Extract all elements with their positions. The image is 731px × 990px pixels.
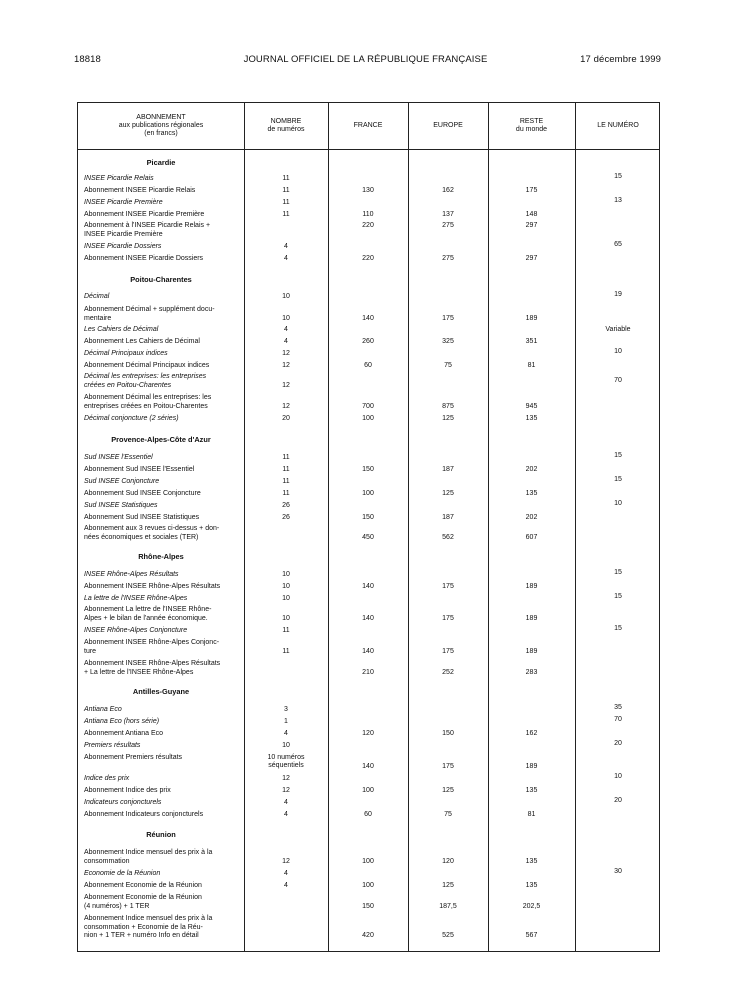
- publication-label: [84, 627, 240, 636]
- label-line: Antiana Eco (hors série): [84, 718, 160, 725]
- price-le-numero: 65: [614, 241, 622, 248]
- label-line: mentaire: [84, 314, 112, 322]
- price-le-numero: 30: [614, 868, 622, 875]
- publication-label: [84, 787, 240, 796]
- price-france: 420: [362, 932, 374, 939]
- label-line: Abonnement Premiers résultats: [84, 754, 183, 761]
- label-line: La lettre de l'INSEE Rhône-Alpes: [84, 595, 188, 602]
- nombre-numeros: 11: [282, 187, 290, 194]
- price-europe: 325: [442, 338, 454, 345]
- label-line: Economie de la Réunion: [84, 870, 161, 877]
- header-reste-line1: RESTE: [519, 118, 544, 125]
- publication-label: [84, 571, 240, 580]
- publication-label: [84, 882, 240, 891]
- price-reste-monde: 189: [525, 763, 538, 770]
- price-europe: 75: [444, 811, 452, 818]
- price-europe: 187,5: [439, 903, 457, 910]
- price-reste-monde: 175: [525, 187, 538, 194]
- publication-label: [84, 243, 240, 252]
- price-europe: 125: [442, 415, 454, 422]
- publication-label: [84, 894, 240, 911]
- publication-label: [84, 775, 240, 784]
- nombre-numeros: 4: [284, 882, 288, 889]
- nombre-numeros: 26: [282, 502, 290, 509]
- price-le-numero: 15: [614, 593, 622, 600]
- label-line: INSEE Picardie Première: [84, 230, 163, 238]
- price-le-numero: 19: [614, 291, 622, 298]
- price-le-numero: 15: [614, 173, 622, 180]
- nombre-numeros-detail: séquentiels: [268, 762, 304, 769]
- nombre-numeros: 1: [284, 718, 288, 725]
- section-title: Poitou-Charentes: [130, 275, 192, 284]
- price-reste-monde: 189: [525, 315, 538, 322]
- publication-label: [84, 490, 240, 499]
- publication-label: [84, 326, 240, 335]
- price-reste-monde: 148: [525, 211, 538, 218]
- price-le-numero: 15: [614, 569, 622, 576]
- price-europe: 252: [442, 669, 454, 676]
- nombre-numeros: 12: [282, 382, 290, 389]
- publication-label: [84, 502, 240, 511]
- publication-label: [84, 222, 240, 239]
- publication-label: [84, 187, 240, 196]
- publication-label: [84, 255, 240, 264]
- header-abonnement: [78, 103, 244, 149]
- price-le-numero: 15: [614, 476, 622, 483]
- label-line: Abonnement Sud INSEE l'Essentiel: [84, 466, 195, 473]
- issue-date: 17 décembre 1999: [580, 54, 661, 65]
- publication-label: [84, 350, 240, 359]
- nombre-numeros: 11: [282, 211, 290, 218]
- label-line: Indicateurs conjoncturels: [84, 799, 162, 806]
- label-line: Abonnement Economie de la Réunion: [84, 882, 202, 889]
- price-europe: 275: [442, 222, 454, 229]
- price-reste-monde: 81: [527, 811, 536, 818]
- label-line: Abonnement INSEE Rhône-Alpes Résultats: [84, 660, 221, 667]
- price-le-numero: 10: [614, 348, 622, 355]
- label-line: Premiers résultats: [84, 742, 141, 749]
- nombre-numeros: 4: [284, 243, 288, 250]
- publication-label: [84, 639, 240, 656]
- price-france: 130: [362, 187, 374, 194]
- price-france: 210: [362, 669, 374, 676]
- header-france: FRANCE: [353, 122, 383, 129]
- nombre-numeros: 4: [284, 799, 288, 806]
- header-abonnement-line1: ABONNEMENT: [136, 114, 186, 121]
- label-line: Les Cahiers de Décimal: [84, 326, 159, 333]
- header-nombre-line2: de numéros: [267, 126, 305, 133]
- price-reste-monde: 135: [525, 415, 538, 422]
- nombre-numeros: 10: [282, 583, 290, 590]
- publication-label: [84, 730, 240, 739]
- price-europe: 275: [442, 255, 454, 262]
- column-divider: [244, 103, 245, 951]
- publication-label: [84, 199, 240, 208]
- label-line: INSEE Picardie Relais: [84, 175, 154, 182]
- price-reste-monde: 189: [525, 583, 538, 590]
- publication-label: [84, 478, 240, 487]
- nombre-numeros: 10: [282, 615, 290, 622]
- label-line: Abonnement Indice mensuel des prix à la: [84, 915, 213, 922]
- price-le-numero: Variable: [605, 326, 631, 333]
- nombre-numeros: 3: [284, 706, 288, 713]
- label-line: Alpes + le bilan de l'année économique.: [84, 614, 208, 622]
- column-divider: [575, 103, 576, 951]
- publication-label: [84, 394, 240, 411]
- price-france: 450: [362, 534, 374, 541]
- section-title: Réunion: [146, 830, 176, 839]
- label-line: Abonnement Décimal Principaux indices: [84, 362, 210, 369]
- nombre-numeros: 26: [282, 514, 290, 521]
- price-le-numero: 10: [614, 773, 622, 780]
- label-line: Abonnement Indice des prix: [84, 787, 171, 794]
- nombre-numeros: 12: [282, 858, 290, 865]
- price-reste-monde: 135: [525, 490, 538, 497]
- nombre-numeros: 12: [282, 362, 290, 369]
- price-france: 140: [362, 615, 374, 622]
- nombre-numeros: 20: [282, 415, 290, 422]
- publication-label: [84, 583, 240, 592]
- price-reste-monde: 607: [525, 534, 538, 541]
- price-france: 110: [362, 211, 374, 218]
- header-reste-line2: du monde: [515, 126, 548, 133]
- label-line: Abonnement Les Cahiers de Décimal: [84, 338, 200, 345]
- price-europe: 75: [444, 362, 452, 369]
- price-le-numero: 15: [614, 452, 622, 459]
- price-france: 100: [362, 882, 374, 889]
- price-reste-monde: 81: [527, 362, 536, 369]
- nombre-numeros: 10: [282, 595, 290, 602]
- price-france: 140: [362, 648, 374, 655]
- nombre-numeros: 11: [282, 648, 290, 655]
- price-france: 60: [364, 811, 372, 818]
- price-reste-monde: 135: [525, 858, 538, 865]
- price-reste-monde: 162: [525, 730, 538, 737]
- price-france: 150: [362, 466, 374, 473]
- nombre-numeros: 10: [282, 742, 290, 749]
- label-line: Décimal les entreprises: les entreprises: [84, 373, 207, 380]
- price-reste-monde: 189: [525, 648, 538, 655]
- header-le-numero: LE NUMÉRO: [597, 122, 639, 129]
- publication-label: [84, 306, 240, 323]
- label-line: Abonnement INSEE Rhône-Alpes Résultats: [84, 583, 221, 590]
- price-europe: 125: [442, 490, 454, 497]
- nombre-numeros: 12: [282, 775, 290, 782]
- price-europe: 175: [442, 315, 454, 322]
- publication-label: [84, 293, 240, 302]
- label-line: Indice des prix: [84, 775, 130, 782]
- price-le-numero: 15: [614, 625, 622, 632]
- header-abonnement-line2: aux publications régionales: [118, 122, 204, 129]
- price-reste-monde: 189: [525, 615, 538, 622]
- publication-label: [84, 706, 240, 715]
- nombre-numeros: 12: [282, 787, 290, 794]
- price-europe: 137: [442, 211, 454, 218]
- label-line: Abonnement Sud INSEE Statistiques: [84, 514, 200, 521]
- publication-label: [84, 525, 240, 542]
- nombre-numeros: 12: [282, 350, 290, 357]
- label-line: Abonnement à l'INSEE Picardie Relais +: [84, 222, 211, 229]
- subscription-table: [77, 102, 660, 952]
- label-line: Abonnement INSEE Picardie Dossiers: [84, 255, 204, 262]
- nombre-numeros: 11: [282, 627, 290, 634]
- nombre-numeros: 10: [282, 293, 290, 300]
- header-reste-monde: [488, 103, 575, 149]
- price-europe: 125: [442, 787, 454, 794]
- price-reste-monde: 567: [525, 932, 538, 939]
- price-europe: 525: [442, 932, 454, 939]
- header-nombre: [244, 103, 328, 149]
- label-line: Abonnement Indice mensuel des prix à la: [84, 849, 213, 856]
- publication-label: [84, 362, 240, 371]
- label-line: nion + 1 TER + numéro Info en détail: [84, 932, 199, 940]
- price-france: 700: [362, 403, 374, 410]
- nombre-numeros: 11: [282, 490, 290, 497]
- price-france: 220: [362, 222, 374, 229]
- price-reste-monde: 297: [525, 255, 538, 262]
- nombre-numeros: 10 numéros: [267, 754, 305, 761]
- publication-label: [84, 754, 240, 763]
- price-france: 100: [362, 415, 374, 422]
- price-reste-monde: 202: [525, 466, 538, 473]
- label-line: Abonnement La lettre de l'INSEE Rhône-: [84, 606, 212, 613]
- label-line: consommation + Economie de la Réu-: [84, 923, 203, 931]
- price-europe: 120: [442, 858, 454, 865]
- label-line: Sud INSEE Statistiques: [84, 502, 158, 509]
- label-line: ture: [84, 647, 97, 655]
- label-line: Abonnement Décimal + supplément docu-: [84, 306, 215, 313]
- publication-label: [84, 660, 240, 677]
- price-france: 140: [362, 315, 374, 322]
- label-line: Antiana Eco: [84, 706, 122, 713]
- price-france: 260: [362, 338, 374, 345]
- price-reste-monde: 135: [525, 882, 538, 889]
- label-line: + La lettre de l'INSEE Rhône-Alpes: [84, 668, 194, 676]
- price-france: 100: [362, 858, 374, 865]
- journal-title: JOURNAL OFFICIEL DE LA RÉPUBLIQUE FRANÇAISE: [243, 54, 488, 65]
- price-france: 100: [362, 490, 374, 497]
- label-line: Abonnement Antiana Eco: [84, 730, 164, 737]
- section-title: Provence-Alpes-Côte d'Azur: [111, 435, 211, 444]
- price-le-numero: 35: [614, 704, 622, 711]
- price-reste-monde: 945: [525, 403, 538, 410]
- label-line: Sud INSEE Conjoncture: [84, 478, 160, 485]
- label-line: INSEE Rhône-Alpes Conjoncture: [84, 627, 188, 634]
- label-line: créées en Poitou-Charentes: [84, 381, 172, 389]
- price-reste-monde: 351: [525, 338, 538, 345]
- price-france: 150: [362, 903, 374, 910]
- publication-label: [84, 718, 240, 727]
- publication-label: [84, 175, 240, 184]
- publication-label: [84, 415, 240, 424]
- nombre-numeros: 12: [282, 403, 290, 410]
- section-title: Picardie: [146, 158, 176, 167]
- price-reste-monde: 202,5: [522, 903, 541, 910]
- publication-label: [84, 338, 240, 347]
- label-line: Abonnement Sud INSEE Conjoncture: [84, 490, 201, 497]
- label-line: Décimal conjoncture (2 séries): [84, 415, 179, 422]
- nombre-numeros: 11: [282, 478, 290, 485]
- header-abonnement-line3: (en francs): [144, 130, 178, 137]
- nombre-numeros: 4: [284, 255, 288, 262]
- publication-label: [84, 454, 240, 463]
- label-line: Décimal Principaux indices: [84, 350, 168, 357]
- price-europe: 175: [442, 763, 454, 770]
- nombre-numeros: 4: [284, 870, 288, 877]
- price-le-numero: 20: [614, 740, 622, 747]
- price-reste-monde: 283: [525, 669, 538, 676]
- price-france: 140: [362, 763, 374, 770]
- price-france: 150: [362, 514, 374, 521]
- price-le-numero: 20: [614, 797, 622, 804]
- nombre-numeros: 11: [282, 199, 290, 206]
- price-reste-monde: 297: [525, 222, 538, 229]
- price-france: 100: [362, 787, 374, 794]
- price-reste-monde: 202: [525, 514, 538, 521]
- price-le-numero: 13: [614, 197, 622, 204]
- label-line: consommation: [84, 857, 130, 865]
- publication-label: [84, 799, 240, 808]
- header-nombre-line1: NOMBRE: [270, 118, 302, 125]
- price-europe: 187: [442, 466, 454, 473]
- publication-label: [84, 915, 240, 941]
- label-line: nées économiques et sociales (TER): [84, 533, 199, 541]
- publication-label: [84, 595, 240, 604]
- price-europe: 175: [442, 648, 454, 655]
- price-france: 60: [364, 362, 372, 369]
- price-europe: 150: [442, 730, 454, 737]
- label-line: Décimal: [84, 293, 110, 300]
- nombre-numeros: 11: [282, 175, 290, 182]
- label-line: INSEE Picardie Première: [84, 199, 163, 206]
- publication-label: [84, 466, 240, 475]
- nombre-numeros: 11: [282, 454, 290, 461]
- label-line: Abonnement INSEE Picardie Première: [84, 211, 205, 218]
- publication-label: [84, 514, 240, 523]
- label-line: Abonnement Décimal les entreprises: les: [84, 394, 212, 401]
- label-line: INSEE Picardie Dossiers: [84, 243, 162, 250]
- price-reste-monde: 135: [525, 787, 538, 794]
- label-line: Abonnement INSEE Rhône-Alpes Conjonc-: [84, 639, 220, 646]
- label-line: Abonnement INSEE Picardie Relais: [84, 187, 196, 194]
- nombre-numeros: 4: [284, 730, 288, 737]
- price-le-numero: 10: [614, 500, 622, 507]
- price-europe: 187: [442, 514, 454, 521]
- price-europe: 562: [442, 534, 454, 541]
- header-europe: EUROPE: [433, 122, 463, 129]
- label-line: entreprises créées en Poitou-Charentes: [84, 402, 208, 410]
- nombre-numeros: 4: [284, 811, 288, 818]
- label-line: Abonnement Indicateurs conjoncturels: [84, 811, 204, 818]
- label-line: (4 numéros) + 1 TER: [84, 902, 150, 910]
- price-europe: 162: [442, 187, 454, 194]
- nombre-numeros: 11: [282, 466, 290, 473]
- publication-label: [84, 211, 240, 220]
- label-line: Sud INSEE l'Essentiel: [84, 454, 153, 461]
- publication-label: [84, 373, 240, 390]
- section-title: Antilles-Guyane: [132, 687, 190, 696]
- nombre-numeros: 10: [282, 315, 290, 322]
- publication-label: [84, 870, 240, 879]
- page-number: 18818: [74, 54, 101, 65]
- label-line: INSEE Rhône-Alpes Résultats: [84, 571, 179, 578]
- publication-label: [84, 811, 240, 820]
- nombre-numeros: 4: [284, 326, 288, 333]
- nombre-numeros: 4: [284, 338, 288, 345]
- label-line: Abonnement Economie de la Réunion: [84, 894, 202, 901]
- price-france: 140: [362, 583, 374, 590]
- publication-label: [84, 849, 240, 866]
- section-title: Rhône-Alpes: [138, 552, 184, 561]
- table-header: [78, 103, 659, 150]
- price-europe: 175: [442, 615, 454, 622]
- publication-label: [84, 742, 240, 751]
- price-europe: 875: [442, 403, 454, 410]
- price-europe: 175: [442, 583, 454, 590]
- label-line: Abonnement aux 3 revues ci-dessus + don-: [84, 525, 220, 532]
- price-france: 120: [362, 730, 374, 737]
- publication-label: [84, 606, 240, 623]
- price-europe: 125: [442, 882, 454, 889]
- nombre-numeros: 10: [282, 571, 290, 578]
- price-le-numero: 70: [614, 716, 622, 723]
- price-france: 220: [362, 255, 374, 262]
- price-le-numero: 70: [614, 377, 622, 384]
